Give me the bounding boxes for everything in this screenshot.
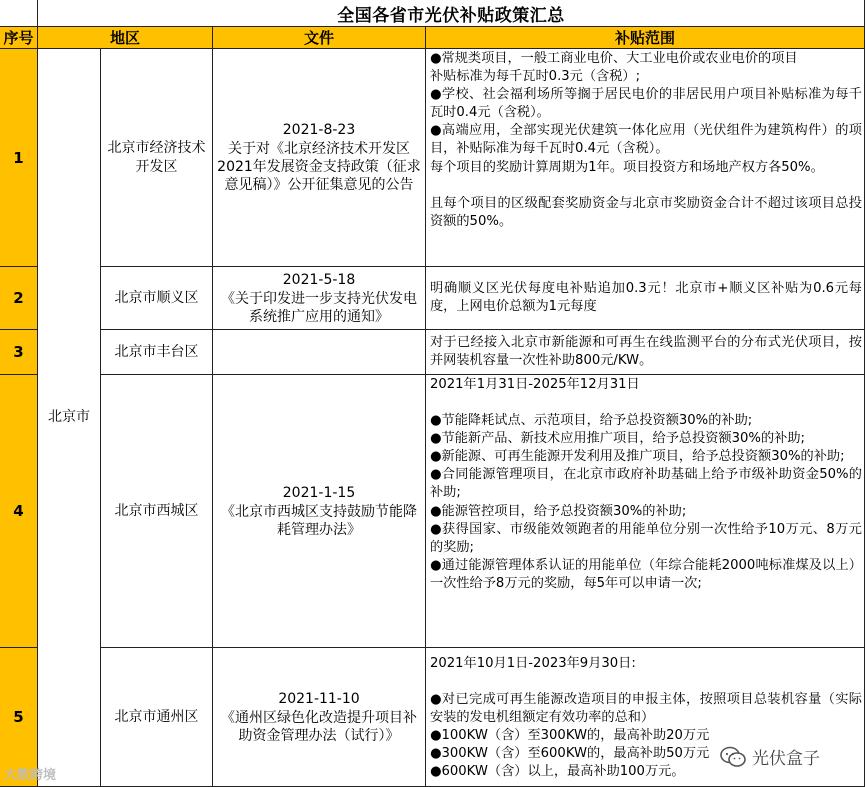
subsidy-line: ●高端应用，全部实现光伏建筑一体化应用（光伏组件为建筑构件）的项目，补贴际准为每千瓦时0.4元（含税）。 — [430, 123, 862, 157]
document-date: 2021-5-18 — [282, 271, 356, 288]
province-cell: 北京市 — [38, 49, 101, 787]
document-date: 2021-1-15 — [282, 484, 356, 501]
subsidy-line: ●600KW（含）以上，最高补助100万元。 — [430, 764, 685, 780]
subsidy-line: ●节能降耗试点、示范项目，给予总投资额30%的补助; — [430, 413, 753, 429]
subsidy-line: ●新能源、可再生能源开发利用及推广项目，给予总投资额30%的补助; — [430, 449, 845, 465]
document-date: 2021-8-23 — [282, 122, 356, 138]
subsidy-line: ●300KW（含）至600KW的，最高补助50万元 — [430, 746, 710, 762]
subsidy-cell — [426, 49, 865, 267]
document-title: 《北京市西城区支持鼓励节能降耗管理办法》 — [221, 503, 417, 538]
subsidy-line: 补贴标准为每千瓦时0.3元（含税）; — [430, 69, 641, 85]
wechat-icon — [720, 746, 746, 768]
spacer — [430, 673, 862, 691]
row-no: 5 — [0, 648, 38, 787]
header-no: 序号 — [0, 27, 38, 49]
subsidy-line: ●获得国家、市级能效领跑者的用能单位分别一次性给予10万元、8万元的奖励; — [430, 521, 862, 555]
subsidy-line: ●合同能源管理项目，在北京市政府补助基础上给予市级补助资金50%的补助; — [430, 467, 862, 501]
table-title: 全国各省市光伏补贴政策汇总 — [38, 0, 865, 27]
subsidy-cell — [426, 330, 865, 375]
document-title: 《关于印发进一步支持光伏发电系统推广应用的通知》 — [221, 290, 417, 325]
subsidy-line: 2021年10月1日-2023年9月30日: — [430, 656, 636, 671]
header-document: 文件 — [213, 27, 426, 49]
district-cell: 北京市经济技术开发区 — [101, 49, 213, 267]
row-no: 4 — [0, 375, 38, 648]
header-region: 地区 — [38, 27, 213, 49]
document-cell — [213, 267, 426, 330]
watermark-left-text: 大数跨境 — [4, 768, 57, 783]
document-cell — [213, 49, 426, 267]
subsidy-line: ●节能新产品、新技术应用推广项目，给予总投资额30%的补助; — [430, 431, 805, 447]
subsidy-line: 每个项目的奖励计算周期为1年。项目投资方和场地产权方各50%。 — [430, 159, 824, 175]
row-no: 1 — [0, 49, 38, 267]
corner-cell — [0, 0, 38, 27]
district-cell: 北京市丰台区 — [101, 330, 213, 375]
subsidy-line: ●通过能源管理体系认证的用能单位（年综合能耗2000吨标准煤及以上）一次性给予8万元的奖励，每5年可以申请一次; — [430, 557, 862, 591]
district-cell: 北京市西城区 — [101, 375, 213, 648]
subsidy-line: ●100KW（含）至300KW的，最高补助20万元 — [430, 728, 710, 744]
subsidy-line: ●常规类项目，一般工商业电价、大工业电价或农业电价的项目 — [430, 51, 798, 66]
subsidy-line: 且每个项目的区级配套奖励资金与北京市奖励资金合计不超过该项目总投资额的50%。 — [430, 195, 862, 229]
document-cell — [213, 330, 426, 375]
row-no: 2 — [0, 267, 38, 330]
document-date: 2021-11-10 — [278, 690, 360, 707]
subsidy-cell — [426, 375, 865, 648]
district-cell: 北京市顺义区 — [101, 267, 213, 330]
subsidy-line: 2021年1月31日-2025年12月31日 — [430, 377, 640, 392]
subsidy-cell — [426, 267, 865, 330]
subsidy-line: ●对已完成可再生能源改造项目的申报主体，按照项目总装机容量（实际安装的发电机组额定有效功率的总和） — [430, 692, 862, 726]
spacer — [430, 394, 862, 412]
row-no: 3 — [0, 330, 38, 375]
spacer — [430, 177, 862, 195]
subsidy-line: 明确顺义区光伏每度电补贴追加0.3元！北京市+顺义区补贴为0.6元每度，上网电价总额为1元每度 — [430, 280, 862, 314]
document-title: 关于对《北京经济技术开发区2021年发展资金支持政策（征求意见稿）》公开征集意见的公告 — [217, 141, 421, 193]
watermark-left — [4, 764, 56, 783]
watermark-right-text: 光伏盒子 — [752, 749, 820, 769]
document-title: 《通州区绿色化改造提升项目补助资金管理办法（试行）》 — [221, 709, 417, 744]
district-cell: 北京市通州区 — [101, 648, 213, 787]
subsidy-line: 对于已经接入北京市新能源和可再生在线监测平台的分布式光伏项目，按并网装机容量一次性补助800元/KW。 — [430, 334, 862, 368]
watermark-right — [720, 744, 820, 769]
subsidy-line: ●学校、社会福利场所等搁于居民电价的非居民用户项目补贴标准为每千瓦时0.4元（含税）。 — [430, 87, 862, 121]
document-cell — [213, 375, 426, 648]
document-cell — [213, 648, 426, 787]
subsidy-line: ●能源管控项目，给予总投资额30%的补助; — [430, 503, 687, 519]
header-scope: 补贴范围 — [426, 27, 865, 49]
